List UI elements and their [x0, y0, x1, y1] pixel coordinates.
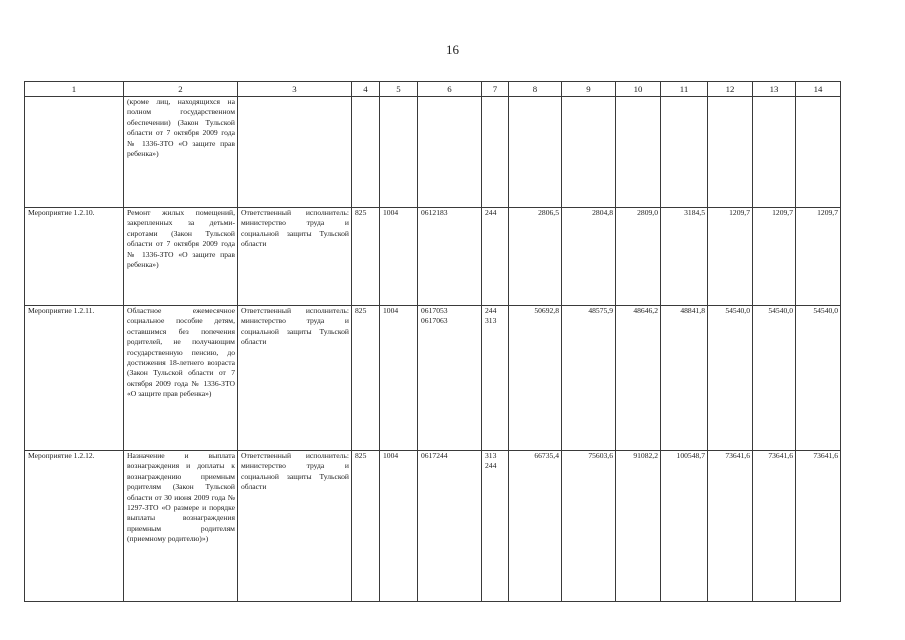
cell-col10: 91082,2	[616, 451, 661, 602]
cell-col9: 2804,8	[562, 208, 616, 306]
cell-col6: 0617244	[418, 451, 482, 602]
measure-description-cell: Ремонт жилых помещений, закрепленных за детьми-сиротами (Закон Тульской области от 7 октября 2009 года № 1336-ЗТО «О защите прав ребенка»)	[124, 208, 238, 306]
cell-col4: 825	[352, 208, 380, 306]
cell-col7: 313 244	[482, 451, 509, 602]
cell-col11	[661, 97, 708, 208]
cell-col12: 54540,0	[708, 306, 753, 451]
cell-col5: 1004	[380, 451, 418, 602]
cell-col13: 54540,0	[753, 306, 796, 451]
cell-col12: 73641,6	[708, 451, 753, 602]
page-number: 16	[446, 42, 459, 57]
column-number-header-row	[25, 82, 841, 97]
cell-col9: 48575,9	[562, 306, 616, 451]
column-header: 7	[482, 82, 509, 97]
cell-col7: 244 313	[482, 306, 509, 451]
measure-name-cell	[25, 97, 124, 208]
cell-col11: 100548,7	[661, 451, 708, 602]
cell-col9	[562, 97, 616, 208]
table-row	[25, 306, 841, 451]
column-header: 9	[562, 82, 616, 97]
cell-col4: 825	[352, 306, 380, 451]
cell-col8	[509, 97, 562, 208]
column-header: 13	[753, 82, 796, 97]
column-header: 5	[380, 82, 418, 97]
executor-cell	[238, 97, 352, 208]
column-header: 6	[418, 82, 482, 97]
cell-col13	[753, 97, 796, 208]
cell-col8: 2806,5	[509, 208, 562, 306]
measure-description-cell: (кроме лиц, находящихся на полном государственном обеспечении) (Закон Тульской области от 7 октября 2009 года № 1336-ЗТО «О защите прав ребенка»)	[124, 97, 238, 208]
table-row	[25, 208, 841, 306]
cell-col14: 1209,7	[796, 208, 841, 306]
column-header: 11	[661, 82, 708, 97]
table-row	[25, 97, 841, 208]
cell-col8: 66735,4	[509, 451, 562, 602]
cell-col6	[418, 97, 482, 208]
column-header: 10	[616, 82, 661, 97]
column-header: 12	[708, 82, 753, 97]
column-header: 14	[796, 82, 841, 97]
cell-col13: 1209,7	[753, 208, 796, 306]
measure-description-cell: Областное ежемесячное социальное пособие детям, оставшимся без попечения родителей, не получающим государственную пенсию, до достижения 18-летнего возраста (Закон Тульской области от 7 октября 2009 года № 1336-ЗТО «О защите прав ребенка»)	[124, 306, 238, 451]
cell-col10: 2809,0	[616, 208, 661, 306]
column-header: 8	[509, 82, 562, 97]
cell-col4	[352, 97, 380, 208]
cell-col6: 0617053 0617063	[418, 306, 482, 451]
executor-cell: Ответственный исполнитель: министерство труда и социальной защиты Тульской области	[238, 306, 352, 451]
cell-col5: 1004	[380, 306, 418, 451]
cell-col6: 0612183	[418, 208, 482, 306]
measure-description-cell: Назначение и выплата вознаграждения и доплаты к вознаграждению приемным родителям (Закон Тульской области от 30 июня 2009 года № 1297-ЗТО «О размере и порядке выплаты вознаграждения приемным родителям (приемному родителю)»)	[124, 451, 238, 602]
cell-col7: 244	[482, 208, 509, 306]
cell-col12: 1209,7	[708, 208, 753, 306]
cell-col14	[796, 97, 841, 208]
cell-col10: 48646,2	[616, 306, 661, 451]
cell-col11: 3184,5	[661, 208, 708, 306]
cell-col5: 1004	[380, 208, 418, 306]
measure-name-cell: Мероприятие 1.2.12.	[25, 451, 124, 602]
column-header: 1	[25, 82, 124, 97]
cell-col11: 48841,8	[661, 306, 708, 451]
cell-col12	[708, 97, 753, 208]
cell-col4: 825	[352, 451, 380, 602]
cell-col10	[616, 97, 661, 208]
table-row	[25, 451, 841, 602]
executor-cell: Ответственный исполнитель: министерство труда и социальной защиты Тульской области	[238, 451, 352, 602]
column-header: 3	[238, 82, 352, 97]
executor-cell: Ответственный исполнитель: министерство труда и социальной защиты Тульской области	[238, 208, 352, 306]
budget-table	[24, 81, 841, 602]
cell-col5	[380, 97, 418, 208]
cell-col13: 73641,6	[753, 451, 796, 602]
cell-col7	[482, 97, 509, 208]
measure-name-cell: Мероприятие 1.2.10.	[25, 208, 124, 306]
cell-col9: 75603,6	[562, 451, 616, 602]
cell-col8: 50692,8	[509, 306, 562, 451]
cell-col14: 73641,6	[796, 451, 841, 602]
cell-col14: 54540,0	[796, 306, 841, 451]
column-header: 4	[352, 82, 380, 97]
column-header: 2	[124, 82, 238, 97]
measure-name-cell: Мероприятие 1.2.11.	[25, 306, 124, 451]
